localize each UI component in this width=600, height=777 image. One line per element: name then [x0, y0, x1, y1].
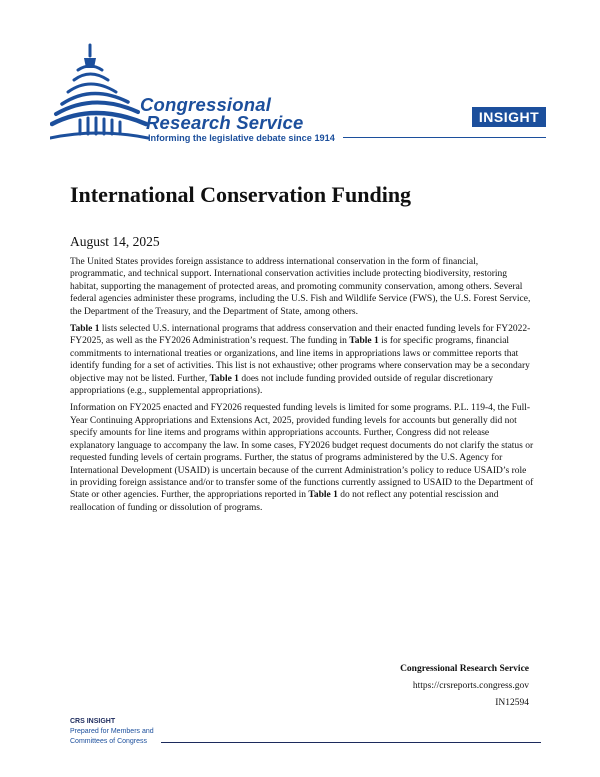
paragraph-text: does not include funding provided outside of regular discretionary appropriations (e.g., supplemental appropriations). [70, 373, 493, 397]
tagline: Informing the legislative debate since 1914 [148, 133, 335, 143]
footer-divider [161, 742, 541, 743]
capitol-dome-icon [50, 40, 150, 145]
table-reference: Table 1 [308, 490, 338, 501]
report-id: IN12594 [495, 698, 529, 708]
paragraph-text: lists selected U.S. international programs that address conservation and their enacted funding levels for FY2022-FY2025, as well as the FY2026 Administration’s request. The funding in [70, 324, 531, 347]
table-reference: Table 1 [349, 336, 379, 347]
paragraph [70, 256, 534, 318]
crs-logo [50, 40, 350, 145]
crs-footer-line2: Committees of Congress [70, 738, 148, 745]
insight-badge: INSIGHT [472, 107, 546, 127]
paragraph-text: do not reflect any potential rescission and reallocation of funding or dissolution of programs. [70, 490, 499, 513]
publication-date: August 14, 2025 [70, 234, 160, 249]
paragraph [70, 402, 534, 514]
org-name-line2: Research Service [146, 112, 304, 133]
footer-org: Congressional Research Service [400, 664, 529, 674]
footer-block [400, 661, 529, 712]
table-reference: Table 1 [209, 373, 239, 384]
footer-url[interactable]: https://crsreports.congress.gov [412, 681, 529, 691]
table-reference: Table 1 [70, 324, 100, 335]
crs-footer [70, 717, 154, 747]
paragraph-text: is for specific programs, financial commitments to international treaties or organizations, and line items in appropriations laws or committee reports that identify funding for a set of activities. This list is not exhaustive; other programs where conservation may be a secondary objective may not be listed. Further, [70, 336, 530, 384]
page-title: International Conservation Funding [70, 182, 412, 207]
crs-insight-label: CRS INSIGHT [70, 718, 116, 725]
body-text [70, 256, 534, 519]
paragraph-text: Information on FY2025 enacted and FY2026 requested funding levels is limited for some programs. P.L. 119-4, the Full-Year Continuing Appropriations and Extensions Act, 2025, provided funding levels for accounts but generally did not specify amounts for line items and programs within appropriations accounts. Further, Congress did not release explanatory language to accompany the law. In some cases, FY2026 budget request documents do not clarify the status or requested funding levels of certain programs. Further, the status of programs administered by the U.S. Agency for International Development (USAID) is uncertain because of the current Administration’s policy to reduce USAID’s role in providing foreign assistance and/or to transfer some of the functions currently assigned to USAID to the Department of State or other agencies. Further, the appropriations reported in [70, 403, 534, 501]
crs-footer-line1: Prepared for Members and [70, 728, 154, 735]
paragraph [70, 323, 534, 397]
header-divider [343, 137, 546, 138]
org-name-line1: Congressional [140, 94, 272, 115]
paragraph-text: The United States provides foreign assistance to address international conservation in the form of financial, programmatic, and technical support. International conservation activities include protecting biodiversity, restoring habitat, supporting the management of protected areas, and promoting community conservation, among others. Several federal agencies administer these programs, including the U.S. Fish and Wildlife Service (FWS), the U.S. Forest Service, the Department of the Treasury, and the Department of State, among others. [70, 257, 531, 317]
